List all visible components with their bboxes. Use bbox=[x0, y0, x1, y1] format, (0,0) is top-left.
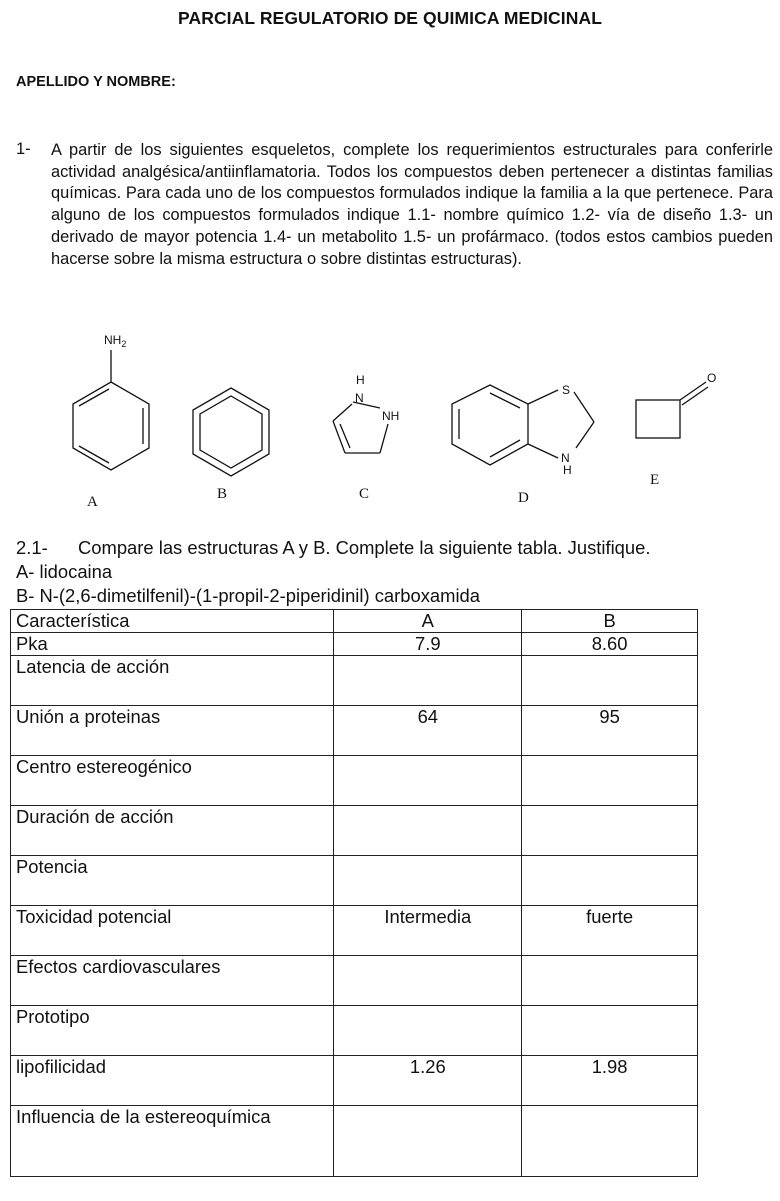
comparison-table bbox=[10, 609, 698, 1177]
row-label: Toxicidad potencial bbox=[11, 906, 334, 956]
structure-e-cyclobutanone bbox=[636, 382, 708, 438]
atom-h-bottom: H bbox=[563, 463, 572, 477]
row-label: Prototipo bbox=[11, 1006, 334, 1056]
row-value-a: Intermedia bbox=[334, 906, 522, 956]
row-label: Influencia de la estereoquímica bbox=[11, 1106, 334, 1177]
row-value-b bbox=[522, 856, 698, 906]
row-value-a bbox=[334, 1006, 522, 1056]
atom-nh: NH bbox=[382, 409, 400, 423]
row-label: Unión a proteinas bbox=[11, 706, 334, 756]
structure-label-a: A bbox=[87, 494, 98, 510]
table-row bbox=[11, 806, 698, 856]
header-b: B bbox=[522, 610, 698, 633]
row-value-b bbox=[522, 1006, 698, 1056]
row-value-b bbox=[522, 806, 698, 856]
row-value-b bbox=[522, 656, 698, 706]
structure-label-b: B bbox=[217, 486, 228, 502]
row-value-b bbox=[522, 1106, 698, 1177]
row-label: Duración de acción bbox=[11, 806, 334, 856]
row-value-a bbox=[334, 806, 522, 856]
table-row bbox=[11, 906, 698, 956]
structure-label-d: D bbox=[518, 490, 529, 506]
row-label: Efectos cardiovasculares bbox=[11, 956, 334, 1006]
exam-title: PARCIAL REGULATORIO DE QUIMICA MEDICINAL bbox=[178, 8, 602, 28]
row-value-b: 1.98 bbox=[522, 1056, 698, 1106]
table-row bbox=[11, 856, 698, 906]
compound-a-line: A- lidocaina bbox=[16, 561, 113, 582]
table-row bbox=[11, 706, 698, 756]
structure-b-benzene bbox=[193, 388, 269, 476]
compound-b-line: B- N-(2,6-dimetilfenil)-(1-propil-2-piperidinil) carboxamida bbox=[16, 585, 480, 606]
table-row bbox=[11, 956, 698, 1006]
question-1-text: A partir de los siguientes esqueletos, complete los requerimientos estructurales para conferirle actividad analgésica/antiinflamatoria. Todos los compuestos deben pertenecer a distintas familias químicas. Para cada uno de los compuestos formulados indique la familia a la que pertenece. Para alguno de los compuestos formulados indique 1.1- nombre químico 1.2- vía de diseño 1.3- un derivado de mayor potencia 1.4- un metabolito 1.5- un profármaco. (todos estos cambios pueden hacerse sobre la misma estructura o sobre distintas estructuras). bbox=[51, 141, 773, 268]
row-value-a bbox=[334, 956, 522, 1006]
row-value-a: 1.26 bbox=[334, 1056, 522, 1106]
atom-nh2: $NH_2$ bbox=[104, 333, 127, 349]
structure-label-e: E bbox=[650, 472, 660, 488]
row-value-a: 7.9 bbox=[334, 633, 522, 656]
table-row bbox=[11, 656, 698, 706]
structure-d-benzothiazoline bbox=[452, 385, 594, 465]
atom-s: S bbox=[562, 383, 571, 397]
row-value-a bbox=[334, 656, 522, 706]
row-label: Potencia bbox=[11, 856, 334, 906]
table-header-row bbox=[11, 610, 698, 633]
row-value-a: 64 bbox=[334, 706, 522, 756]
table-row bbox=[11, 1106, 698, 1177]
atom-o: O bbox=[707, 371, 717, 385]
question-2-1 bbox=[16, 537, 650, 559]
table-row bbox=[11, 756, 698, 806]
row-label: Centro estereogénico bbox=[11, 756, 334, 806]
atom-n-ring: N bbox=[561, 451, 570, 465]
header-a: A bbox=[334, 610, 522, 633]
question-2-1-number: 2.1- bbox=[16, 537, 48, 558]
row-value-b: 95 bbox=[522, 706, 698, 756]
structure-label-c: C bbox=[359, 486, 370, 502]
chemical-structures bbox=[0, 320, 780, 520]
row-label: Pka bbox=[11, 633, 334, 656]
row-value-a bbox=[334, 856, 522, 906]
row-value-b bbox=[522, 956, 698, 1006]
table-row bbox=[11, 633, 698, 656]
question-2-1-text: Compare las estructuras A y B. Complete la siguiente tabla. Justifique. bbox=[78, 537, 651, 558]
row-label: Latencia de acción bbox=[11, 656, 334, 706]
row-label: lipofilicidad bbox=[11, 1056, 334, 1106]
table-row bbox=[11, 1056, 698, 1106]
atom-h-top: H bbox=[356, 373, 365, 387]
name-label: APELLIDO Y NOMBRE: bbox=[16, 74, 176, 90]
atom-n: N bbox=[355, 391, 364, 405]
question-1-number: 1- bbox=[16, 140, 31, 158]
structures-drawing bbox=[0, 320, 780, 520]
row-value-a bbox=[334, 756, 522, 806]
row-value-b bbox=[522, 756, 698, 806]
row-value-b: fuerte bbox=[522, 906, 698, 956]
row-value-a bbox=[334, 1106, 522, 1177]
structure-a-aniline bbox=[73, 350, 149, 470]
table-row bbox=[11, 1006, 698, 1056]
structure-c-pyrazoline bbox=[333, 402, 388, 453]
row-value-b: 8.60 bbox=[522, 633, 698, 656]
header-characteristic: Característica bbox=[11, 610, 334, 633]
